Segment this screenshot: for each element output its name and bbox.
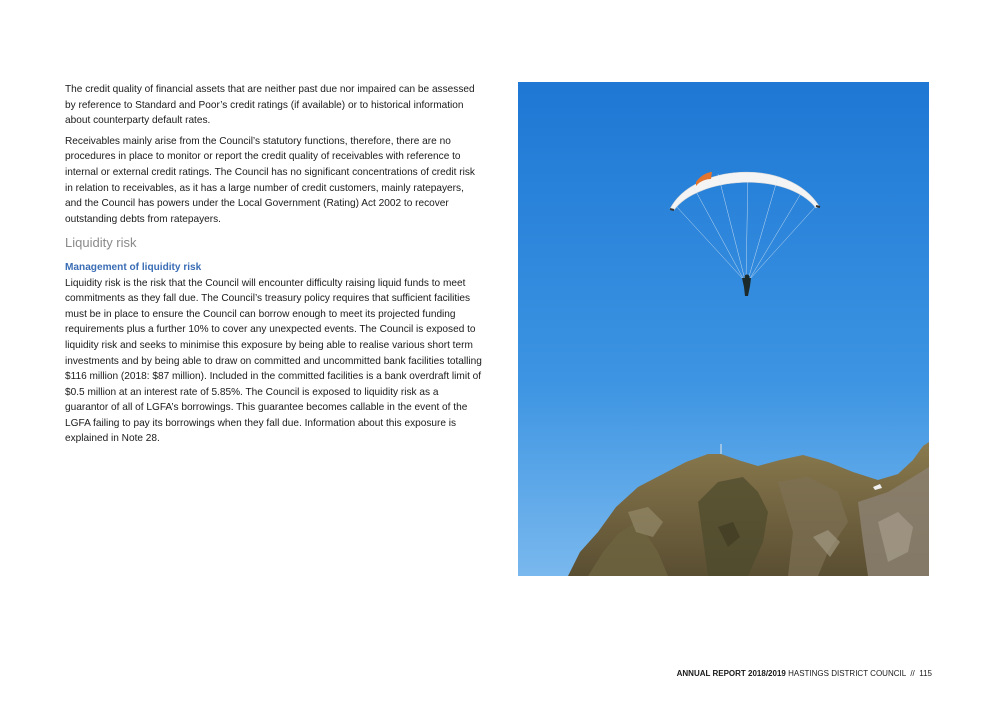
footer-report-title: ANNUAL REPORT 2018/2019 — [676, 669, 786, 678]
footer-council-name: HASTINGS DISTRICT COUNCIL — [788, 669, 906, 678]
liquidity-paragraph: Liquidity risk is the risk that the Council will encounter difficulty raising liquid funds to meet commitments as they fall due. The Council’s treasury policy requires that sufficient facilities must be in place to ensure the Council can borrow enough to meet its projected funding requirements plus a further 10% to cover any unexpected events. The Council is exposed to liquidity risk and seeks to minimise this exposure by being able to realise various short term investments and by being able to draw on committed and uncommitted bank facilities totalling $116 million (2018: $87 million). Included in the committed facilities is a bank overdraft limit of $0.5 million at an interest rate of 5.85%. The Council is exposed to liquidity risk as a guarantor of all of LGFA’s borrowings. This guarantee becomes callable in the event of the LGFA failing to pay its borrowings when they fall due. Information about this exposure is explained in Note 28. — [65, 277, 482, 445]
subheading-management-of-liquidity-risk: Management of liquidity risk — [65, 261, 202, 273]
paraglider-photo — [518, 82, 929, 576]
section-heading-liquidity-risk: Liquidity risk — [65, 235, 137, 251]
footer-page-number: 115 — [919, 669, 932, 678]
intro-paragraph-2: Receivables mainly arise from the Council’s statutory functions, therefore, there are no procedures in place to monitor or report the credit quality of receivables with reference to internal or external credit ratings. The Council has no significant concentrations of credit risk in relation to receivables, as it has a large number of credit customers, mainly ratepayers, and the Council has powers under the Local Government (Rating) Act 2002 to recover outstanding debts from ratepayers. — [65, 135, 475, 225]
page-footer — [677, 669, 932, 678]
text-column — [65, 82, 483, 452]
intro-paragraph-1: The credit quality of financial assets that are neither past due nor impaired can be assessed by reference to Standard and Poor’s credit ratings (if available) or to historical information about counterparty default rates. — [65, 84, 475, 127]
footer-separator: // — [910, 669, 915, 678]
